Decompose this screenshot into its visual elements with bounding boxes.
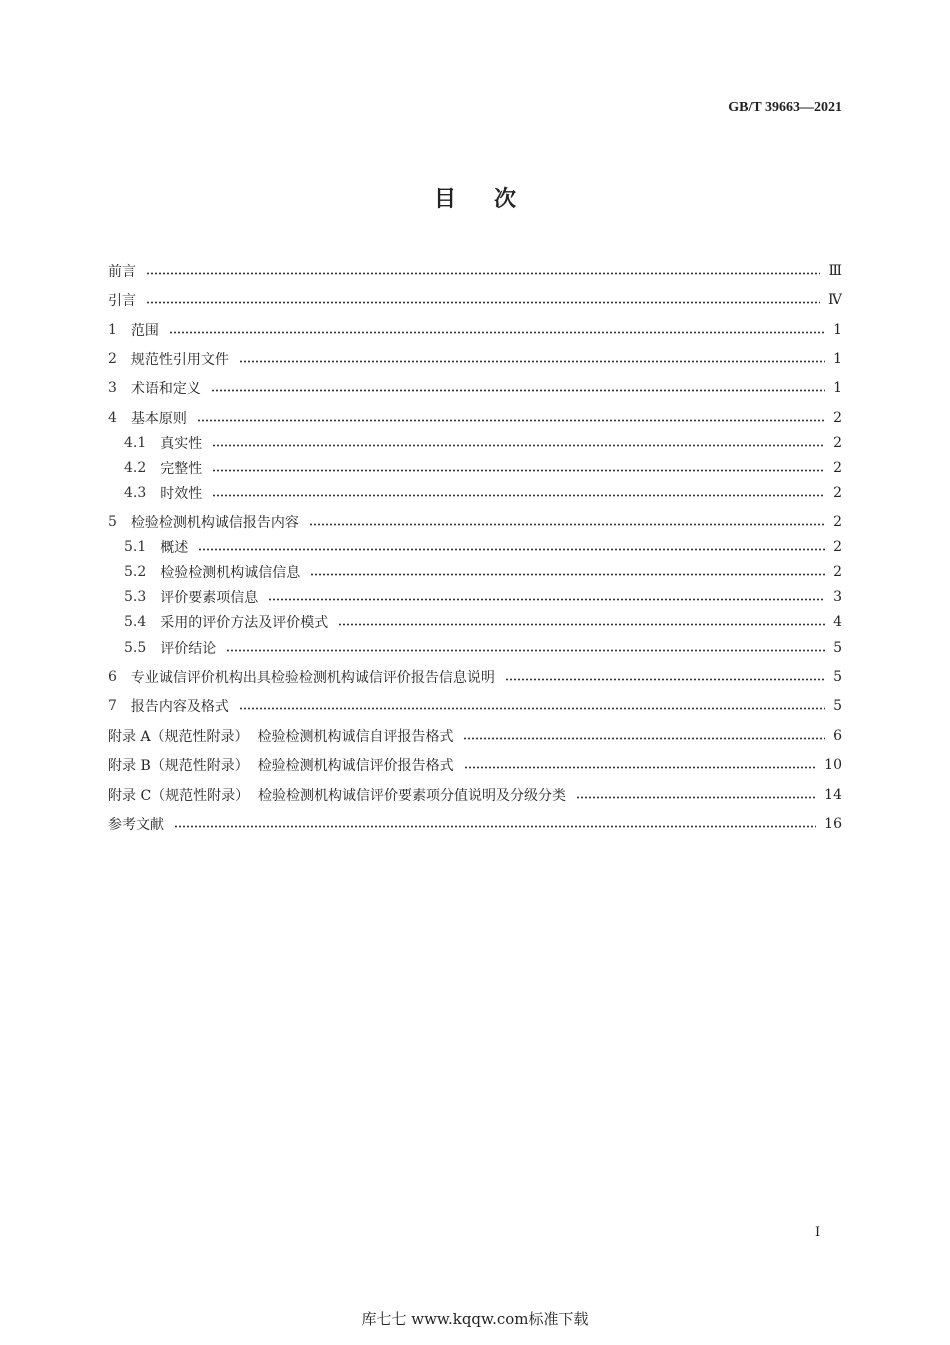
dot-leader [212,444,825,447]
toc-entry[interactable] [124,562,842,582]
dot-leader [212,469,825,472]
toc-entry-label: 时效性 [160,486,203,502]
toc-entry-label: 附录 C（规范性附录） 检验检测机构诚信评价要素项分值说明及分级分类 [108,788,567,804]
dot-leader [169,331,825,334]
toc-entry-label: 范围 [130,323,159,339]
dot-leader [464,766,817,769]
toc-entry-number: 7 [108,698,117,714]
dot-leader [310,573,825,576]
toc-entry[interactable] [108,349,842,369]
dot-leader [146,272,820,275]
toc-entry-page: Ⅲ [828,263,842,279]
toc-entry[interactable] [124,537,842,557]
page-title: 目次 [433,186,554,212]
toc-entry-label: 评价结论 [160,641,217,657]
footer-watermark: 库七七 www.kqqw.com标准下载 [361,1310,589,1328]
toc-entry-page: 14 [824,787,842,803]
toc-entry-number: 5.2 [124,564,147,580]
toc-entry-number: 5.4 [124,614,147,630]
toc-entry[interactable] [124,433,842,453]
toc-entry-page: 5 [833,640,842,656]
toc-entry-number: 4.3 [124,485,147,501]
toc-entry-label: 前言 [108,264,136,280]
toc-entry[interactable] [108,814,842,834]
toc-entry-page: 5 [833,698,842,714]
standard-number: GB/T 39663—2021 [728,100,842,115]
toc-entry-number: 4.1 [124,435,147,451]
toc-entry[interactable] [124,638,842,658]
toc-entry-page: 10 [824,757,842,773]
dot-leader [268,598,825,601]
toc-entry-page: 2 [833,485,842,501]
page-number: I [815,1225,821,1240]
toc-entry[interactable] [124,612,842,632]
dot-leader [174,825,816,828]
dot-leader [576,796,816,799]
toc-entry-label: 专业诚信评价机构出具检验检测机构诚信评价报告信息说明 [130,670,495,686]
toc-entry-label: 评价要素项信息 [160,590,259,606]
toc-entry-page: 1 [833,351,842,367]
toc-entry-page: 3 [833,589,842,605]
toc-entry-number: 2 [108,351,117,367]
toc-entry[interactable] [124,458,842,478]
toc-entry-number: 5.1 [124,539,147,555]
toc-entry[interactable] [108,512,842,532]
dot-leader [239,360,825,363]
toc-entry-number: 5 [108,514,117,530]
toc-entry[interactable] [108,261,842,281]
toc-entry-page: Ⅳ [828,292,842,308]
toc-entry-page: 1 [833,380,842,396]
toc-entry[interactable] [108,726,842,746]
dot-leader [239,707,825,710]
toc-entry[interactable] [108,785,842,805]
dot-leader [146,301,820,304]
dot-leader [463,737,825,740]
dot-leader [505,678,825,681]
dot-leader [309,523,825,526]
toc-entry-label: 参考文献 [108,817,164,833]
dot-leader [212,494,825,497]
toc-entry-page: 2 [833,460,842,476]
toc-entry-label: 引言 [108,293,136,309]
toc-entry-label: 报告内容及格式 [130,699,229,715]
toc-entry[interactable] [108,408,842,428]
toc-entry-page: 2 [833,514,842,530]
toc-entry-number: 1 [108,322,117,338]
toc-entry-page: 6 [833,728,842,744]
dot-leader [211,389,825,392]
toc-entry[interactable] [108,755,842,775]
toc-entry[interactable] [108,290,842,310]
toc-entry-label: 基本原则 [130,411,187,427]
toc-entry-page: 5 [833,669,842,685]
toc-entry-number: 4 [108,410,117,426]
toc-entry[interactable] [124,483,842,503]
toc-entry-page: 4 [833,614,842,630]
toc-entry-page: 2 [833,539,842,555]
toc-entry-label: 检验检测机构诚信信息 [160,565,301,581]
toc-entry-page: 2 [833,410,842,426]
toc-entry-label: 完整性 [160,461,203,477]
toc-entry-label: 检验检测机构诚信报告内容 [130,515,299,531]
toc-entry[interactable] [124,587,842,607]
dot-leader [338,623,825,626]
toc-entry-label: 术语和定义 [130,381,201,397]
dot-leader [197,419,825,422]
toc-entry-number: 6 [108,669,117,685]
toc-entry[interactable] [108,667,842,687]
toc-entry-number: 5.5 [124,640,147,656]
toc-entry-page: 2 [833,564,842,580]
dot-leader [198,548,825,551]
toc-entry[interactable] [108,320,842,340]
toc-entry-number: 3 [108,380,117,396]
toc-entry-label: 附录 A（规范性附录） 检验检测机构诚信自评报告格式 [108,729,454,745]
toc-entry-label: 采用的评价方法及评价模式 [160,615,329,631]
toc-entry-page: 2 [833,435,842,451]
toc-entry-number: 4.2 [124,460,147,476]
toc-entry-page: 16 [824,816,842,832]
toc-entry-label: 真实性 [160,436,203,452]
toc-entry-page: 1 [833,322,842,338]
toc-entry-label: 概述 [160,540,189,556]
toc-entry[interactable] [108,378,842,398]
toc-entry-label: 附录 B（规范性附录） 检验检测机构诚信评价报告格式 [108,758,454,774]
toc-entry-number: 5.3 [124,589,147,605]
dot-leader [226,649,825,652]
toc-entry-label: 规范性引用文件 [130,352,229,368]
toc-entry[interactable] [108,696,842,716]
